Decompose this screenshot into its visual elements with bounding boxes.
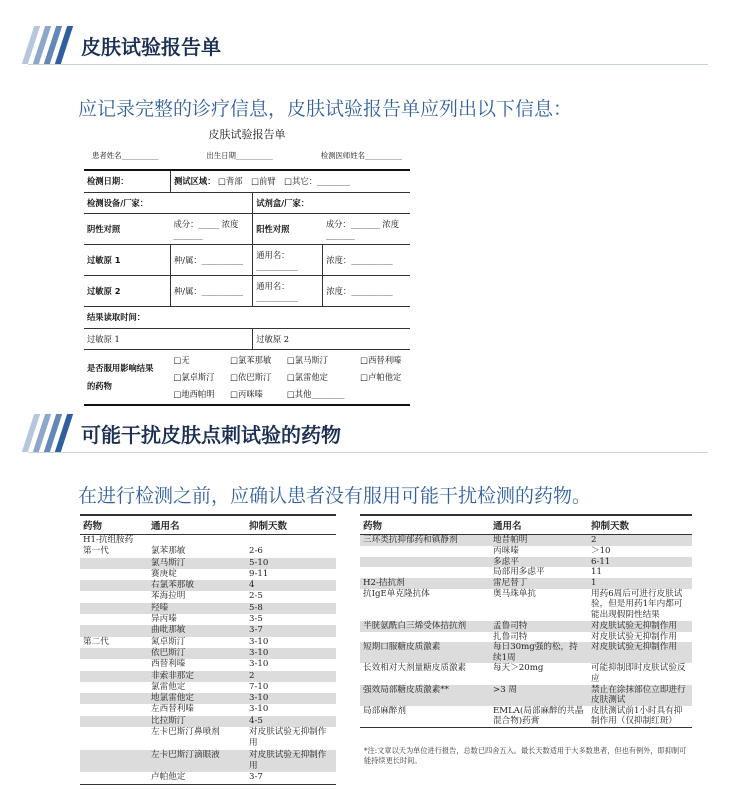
suppression-days-cell: 2 xyxy=(246,671,336,682)
suppression-days-cell: 7-10 xyxy=(249,681,269,692)
suppression-days-cell: 3-7 xyxy=(246,625,336,636)
suppression-days-cell: 9-11 xyxy=(249,568,269,579)
table-row xyxy=(360,589,692,621)
drug-class-cell: 第二代 xyxy=(83,636,109,647)
suppression-days-cell: 对皮肤试验无抑制作用 xyxy=(591,631,677,642)
suppression-days-cell: 2-5 xyxy=(249,591,263,602)
antihistamine-table xyxy=(80,514,336,785)
table-row xyxy=(80,625,336,636)
drug-class-cell xyxy=(80,750,148,773)
generic-name-cell: 右氯苯那敏 xyxy=(148,580,246,591)
allergen-1-label: 过敏原 1 xyxy=(84,244,171,275)
form-header-fields xyxy=(84,150,410,161)
suppression-days-cell: ＞10 xyxy=(591,546,611,556)
generic-name-cell: 曲吡那敏 xyxy=(148,625,246,636)
suppression-days-cell: 11 xyxy=(591,567,602,578)
allergen-1-conc: 浓度：__________ xyxy=(323,244,410,275)
region-option: □前臂 xyxy=(251,176,276,187)
generic-name-cell: 扎鲁司特 xyxy=(493,631,528,642)
generic-name-cell: 丙咪嗪 xyxy=(493,546,519,556)
allergen-2-conc: 浓度：__________ xyxy=(323,275,410,306)
table-row xyxy=(80,580,336,591)
drug-option: □氯雷他定 xyxy=(286,371,328,382)
generic-name-cell: 局部用多虑平 xyxy=(493,567,545,578)
generic-name-cell: 地昔帕明 xyxy=(490,535,588,547)
drug-class-cell: H2-拮抗剂 xyxy=(360,578,490,589)
generic-name-cell: 每天＞20mg xyxy=(493,663,544,674)
suppression-days-cell: 6-11 xyxy=(588,557,692,568)
suppression-days-cell: 1 xyxy=(588,578,692,589)
divider xyxy=(28,64,708,65)
divider xyxy=(28,452,708,453)
drug-class-cell: 局部麻醉剂 xyxy=(363,705,406,716)
positive-control-label: 阳性对照 xyxy=(253,213,323,244)
drug-class-cell xyxy=(80,693,148,704)
table-row xyxy=(80,637,336,648)
drug-class-cell xyxy=(80,772,148,784)
drug-class-cell xyxy=(80,614,148,625)
drug-class-cell xyxy=(80,659,148,670)
suppression-days-cell: 3-10 xyxy=(246,648,336,659)
table-row xyxy=(360,567,692,578)
generic-name-cell: 卢帕他定 xyxy=(151,772,186,783)
reagent-label: 试剂盒/厂家： xyxy=(253,192,410,213)
form-title: 皮肤试验报告单 xyxy=(208,128,286,141)
result-allergen-1: 过敏原 1 xyxy=(84,328,253,349)
table-row xyxy=(360,546,692,557)
positive-control-field: 成分：_______ 浓度_______ xyxy=(323,213,410,244)
drug-class-cell: 短期口服糖皮质激素 xyxy=(360,642,490,663)
section-header-1 xyxy=(28,26,221,64)
equipment-label: 检测设备/厂家： xyxy=(84,192,253,213)
suppression-days-cell xyxy=(246,535,336,547)
drug-class-cell: 半胱氨酰白三烯受体拮抗剂 xyxy=(360,621,490,632)
form-table xyxy=(84,169,410,406)
drug-class-cell xyxy=(80,704,148,715)
section-title-2: 可能干扰皮肤点刺试验的药物 xyxy=(81,422,341,447)
allergen-2-label: 过敏原 2 xyxy=(84,275,171,306)
generic-name-cell: >3 周 xyxy=(490,685,588,706)
generic-name-cell: 非索非那定 xyxy=(148,671,246,682)
drug-class-cell xyxy=(80,603,148,614)
suppression-days-cell: 对皮肤试验无抑制作用 xyxy=(588,642,692,663)
table-row xyxy=(80,727,336,750)
suppression-days-cell: 4 xyxy=(246,580,336,591)
suppression-days-cell: 5-10 xyxy=(246,558,336,569)
drug-class-cell xyxy=(80,558,148,569)
suppression-days-cell: 4-5 xyxy=(246,716,336,727)
drug-option: □其他________ xyxy=(286,388,345,399)
table-row xyxy=(80,750,336,773)
generic-name-cell: 左卡巴斯汀鼻喷剂 xyxy=(151,727,220,738)
table-row xyxy=(80,603,336,614)
table-row xyxy=(80,716,336,727)
drug-question-line1: 是否服用影响结果 xyxy=(87,362,154,373)
section-lead-2: 在进行检测之前，应确认患者没有服用可能干扰检测的药物。 xyxy=(78,485,592,507)
generic-name-cell: 孟鲁司特 xyxy=(490,621,588,632)
drug-option: □地西帕明 xyxy=(173,388,215,399)
table-row xyxy=(80,704,336,715)
table-row xyxy=(80,569,336,580)
table-row xyxy=(360,557,692,568)
test-region-row xyxy=(171,170,411,192)
suppression-days-cell: 3-10 xyxy=(249,636,269,647)
generic-name-cell xyxy=(148,535,246,547)
suppression-days-cell: 5-8 xyxy=(246,603,336,614)
drug-option: □依巴斯汀 xyxy=(230,371,272,382)
table-row xyxy=(80,659,336,670)
generic-name-cell: 左西替利嗪 xyxy=(151,704,194,715)
table-footnote: *注:文章以天为单位进行报告，总数已四舍五入。最长天数适用于大多数患者，但也有例外，即抑制可能持续更长时间。 xyxy=(364,746,687,765)
suppression-days-cell: 可能抑制即时皮肤试验反应 xyxy=(591,663,686,684)
drug-option: □丙咪嗪 xyxy=(230,388,263,399)
generic-name-cell: 地氯雷他定 xyxy=(148,693,246,704)
table-row xyxy=(360,621,692,632)
drug-class-cell xyxy=(80,716,148,727)
stripes-icon xyxy=(28,414,67,452)
test-date-label: 检测日期： xyxy=(84,170,171,192)
generic-name-cell: 依巴斯汀 xyxy=(148,648,246,659)
drug-option: □氯马斯汀 xyxy=(286,354,328,365)
generic-name-cell: 西替利嗪 xyxy=(151,659,186,670)
table-row xyxy=(80,772,336,784)
suppression-days-cell: 3-10 xyxy=(249,659,269,670)
result-allergen-2: 过敏原 2 xyxy=(253,328,410,349)
table-row xyxy=(80,546,336,557)
generic-name-cell: 苯海拉明 xyxy=(151,591,186,602)
table-row xyxy=(80,614,336,625)
table-row xyxy=(80,682,336,693)
col-header-days: 抑制天数 xyxy=(588,515,692,535)
drug-option: □氯苯那敏 xyxy=(230,354,272,365)
table-row xyxy=(360,642,692,663)
drug-class-cell xyxy=(360,567,490,578)
drug-class-cell xyxy=(80,682,148,693)
suppression-days-cell: 3-7 xyxy=(249,772,263,783)
allergen-1-kind: 种/属：__________ xyxy=(171,244,253,275)
drug-class-cell: 强效局部糖皮质激素** xyxy=(360,685,490,706)
drug-class-cell xyxy=(360,557,490,568)
table-row xyxy=(360,632,692,643)
table-row xyxy=(360,663,692,684)
dob-field: 出生日期__________ xyxy=(206,151,273,160)
generic-name-cell: 多虑平 xyxy=(490,557,588,568)
drug-class-cell xyxy=(80,591,148,602)
generic-name-cell: EMLA(局部麻醉的共晶混合物)药膏 xyxy=(493,705,584,727)
drug-class-cell: 三环类抗抑郁药和镇静剂 xyxy=(360,535,490,547)
generic-name-cell: 每日30mg强的松，持续1周 xyxy=(490,642,588,663)
drug-question-line2: 的药物 xyxy=(87,380,112,391)
suppression-days-cell: 对皮肤试验无抑制作用 xyxy=(588,621,692,632)
table-row xyxy=(80,535,336,547)
negative-control-label: 阴性对照 xyxy=(84,213,171,244)
table-row xyxy=(360,578,692,589)
suppression-days-cell: 2-6 xyxy=(249,546,263,557)
drug-class-cell: 第一代 xyxy=(83,546,109,557)
generic-name-cell: 氮卓斯汀 xyxy=(151,636,186,647)
region-option: □其它：________ xyxy=(284,176,351,187)
col-header-drug: 药物 xyxy=(360,515,490,535)
col-header-generic: 通用名 xyxy=(490,515,588,535)
drug-options xyxy=(171,349,411,405)
generic-name-cell: 氯雷他定 xyxy=(151,681,186,692)
drug-class-cell xyxy=(80,648,148,659)
suppression-days-cell: 皮肤测试前1小时具有抑制作用（仅抑制红斑） xyxy=(591,705,683,727)
suppression-days-cell: 用药6周后可进行皮肤试验，但是用药1年内都可能出现假阴性结果 xyxy=(591,588,683,620)
test-region-label: 测试区域： xyxy=(174,176,216,187)
read-time-label: 结果读取时间： xyxy=(84,306,410,328)
generic-name-cell: 羟嗪 xyxy=(148,603,246,614)
suppression-days-cell: 对皮肤试验无抑制作用 xyxy=(249,727,327,749)
generic-name-cell: 异丙嗪 xyxy=(151,614,177,625)
col-header-drug: 药物 xyxy=(80,515,148,535)
drug-class-cell xyxy=(80,671,148,682)
drug-class-cell xyxy=(80,569,148,580)
drug-class-cell: H1-抗组胺药 xyxy=(83,535,134,545)
drug-class-cell xyxy=(80,727,148,750)
table-row xyxy=(360,685,692,706)
drug-class-cell xyxy=(80,580,148,591)
drug-option: □西替利嗪 xyxy=(360,354,402,365)
table-row xyxy=(360,706,692,728)
drug-question-label xyxy=(84,349,171,405)
suppression-days-cell: 禁止在涂抹部位立即进行皮肤测试 xyxy=(588,685,692,706)
negative-control-field: 成分：_____ 浓度_______ xyxy=(171,213,253,244)
suppression-days-cell: 2 xyxy=(588,535,692,547)
suppression-days-cell: 对皮肤试验无抑制作用 xyxy=(246,750,336,773)
col-header-generic: 通用名 xyxy=(148,515,246,535)
drug-class-cell xyxy=(360,632,490,643)
col-header-days: 抑制天数 xyxy=(246,515,336,535)
suppression-days-cell: 3-10 xyxy=(246,693,336,704)
drug-class-cell xyxy=(80,625,148,636)
generic-name-cell: 左卡巴斯汀滴眼液 xyxy=(148,750,246,773)
doctor-name-field: 检测医师姓名__________ xyxy=(320,151,402,160)
drug-option: □卢帕他定 xyxy=(360,371,402,382)
suppression-days-cell: 3-5 xyxy=(249,614,263,625)
generic-name-cell: 赛庚啶 xyxy=(151,568,177,579)
drug-class-cell xyxy=(360,546,490,557)
table-row xyxy=(80,558,336,569)
generic-name-cell: 氯苯那敏 xyxy=(151,546,186,557)
skin-test-report-form xyxy=(84,126,410,406)
table-row xyxy=(80,591,336,602)
table-row xyxy=(80,648,336,659)
drug-option: □氯卓斯汀 xyxy=(173,371,215,382)
section-header-2 xyxy=(28,414,341,452)
other-drugs-table xyxy=(360,514,692,728)
drug-option: □无 xyxy=(173,354,190,365)
suppression-days-cell: 3-10 xyxy=(249,704,269,715)
table-row xyxy=(80,671,336,682)
allergen-1-name: 通用名：__________ xyxy=(253,244,323,275)
patient-name-field: 患者姓名__________ xyxy=(92,151,159,160)
generic-name-cell: 奥马珠单抗 xyxy=(493,588,536,599)
section-title-1: 皮肤试验报告单 xyxy=(81,34,221,59)
stripes-icon xyxy=(28,26,67,64)
table-row xyxy=(80,693,336,704)
generic-name-cell: 氯马斯汀 xyxy=(148,558,246,569)
drug-class-cell: 长效相对大剂量糖皮质激素 xyxy=(363,663,467,674)
generic-name-cell: 雷尼替丁 xyxy=(490,578,588,589)
region-option: □背部 xyxy=(218,176,243,187)
allergen-2-name: 通用名：__________ xyxy=(253,275,323,306)
table-row xyxy=(360,535,692,547)
allergen-2-kind: 种/属：__________ xyxy=(171,275,253,306)
section-lead-1: 应记录完整的诊疗信息，皮肤试验报告单应列出以下信息： xyxy=(78,98,573,120)
drug-class-cell: 抗IgE单克隆抗体 xyxy=(363,588,430,599)
generic-name-cell: 比拉斯汀 xyxy=(148,716,246,727)
